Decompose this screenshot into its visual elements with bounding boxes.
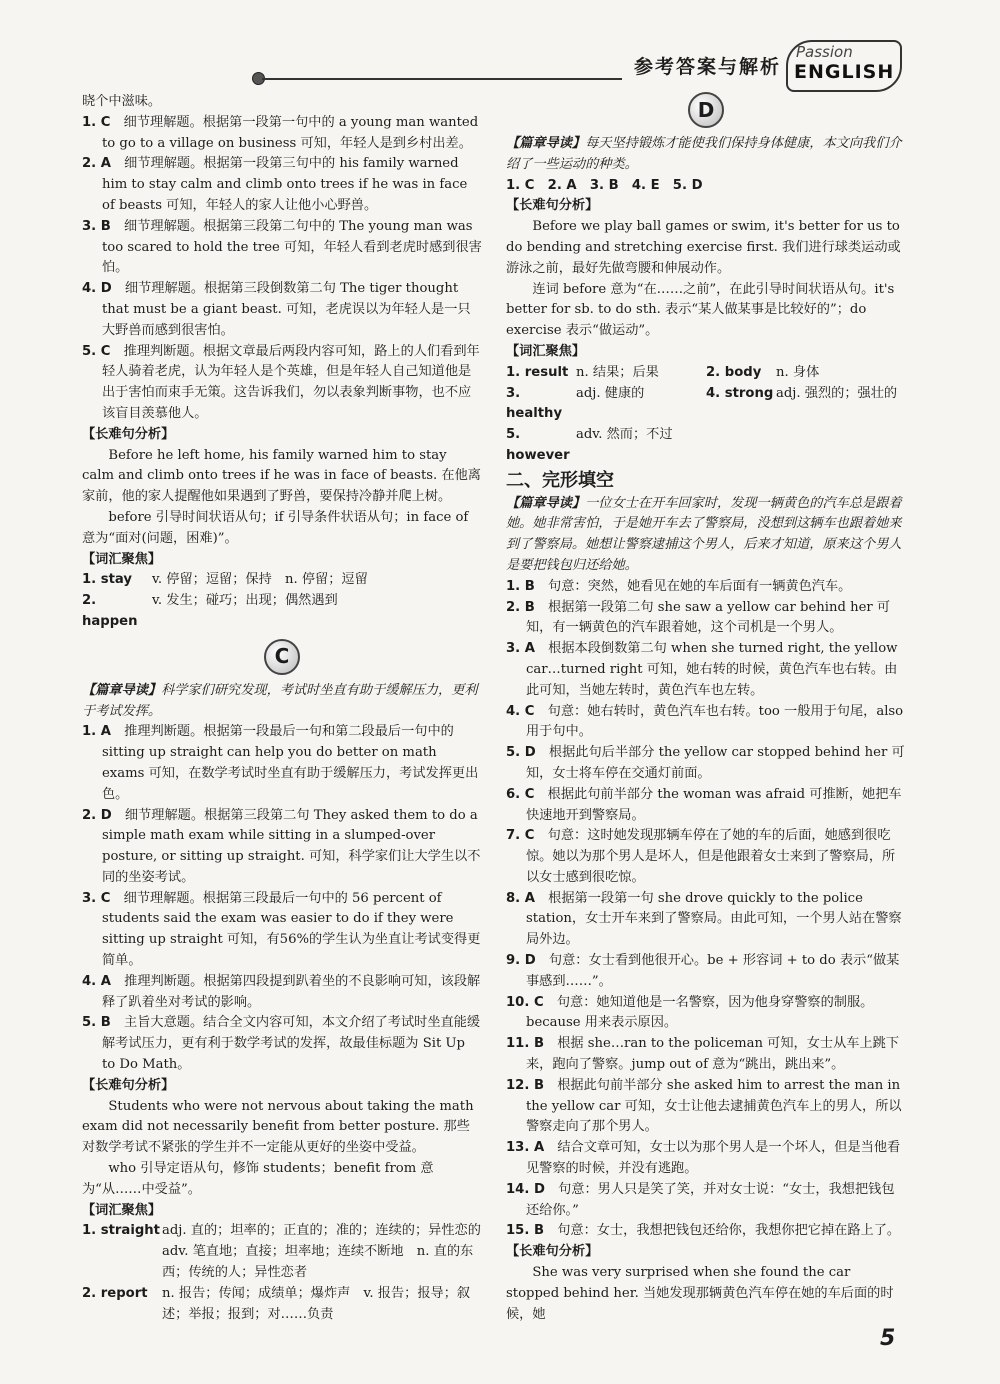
answer-item: 3. A 根据本段倒数第二句 when she turned right, the yellow car…turned right 可知，她右转的时候，黄色汽车也右转。由此可知，当她左转时，黄色汽车也左转。 xyxy=(506,641,898,698)
vocab-item: 1. straight adj. 直的；坦率的；正直的；准的；连续的；异性恋的 adv. 笔直地；直接；坦率地；连续不断地 n. 直的东西；传统的人；异性恋者 xyxy=(82,1223,495,1281)
answer-item: 2. D 细节理解题。根据第三段第二句 They asked them to do a simple math exam while sitting in a slumped-over posture, or sitting up straight. 可知，科学家们让大学生以不同的坐姿考试。 xyxy=(82,807,481,885)
continuation-text: 晓个中滋味。 xyxy=(82,94,162,109)
vocab-item: 5. however adv. 然而；不过 xyxy=(506,427,673,463)
right-column xyxy=(506,92,906,1325)
brand-logo xyxy=(786,40,902,92)
answer-item: 13. A 结合文章可知，女士以为那个男人是一个坏人，但是当他看见警察的时候，并没有逃跑。 xyxy=(506,1140,901,1177)
section-heading-cloze: 二、完形填空 xyxy=(506,469,614,491)
long-sentence-text: Before we play ball games or swim, it's better for us to do bending and stretching exercise first. 我们进行球类运动或游泳之前，最好先做弯腰和伸展动作。 xyxy=(506,219,901,276)
vocab-item: 2. report n. 报告；传闻；成绩单；爆炸声 v. 报告；报导；叙述；举报；报到；对……负责 xyxy=(82,1285,471,1322)
section-badge-d: D xyxy=(688,92,724,128)
header-rule xyxy=(262,78,622,80)
long-sentence-label: 【长难句分析】 xyxy=(506,198,599,214)
answer-item: 4. D 细节理解题。根据第三段倒数第二句 The tiger thought that must be a giant beast. 可知，老虎误以为年轻人是一只大野兽而感到很害怕。 xyxy=(82,281,471,338)
vocab-item: 4. strong adj. 强烈的；强壮的 xyxy=(706,385,898,401)
answer-item: 10. C 句意：她知道他是一名警察，因为他身穿警察的制服。because 用来表示原因。 xyxy=(506,994,874,1031)
answer-item: 5. D 根据此句后半部分 the yellow car stopped behind her 可知，女士将车停在交通灯前面。 xyxy=(506,745,905,781)
answer-item: 15. B 句意：女士，我想把钱包还给你，我想你把它掉在路上了。 xyxy=(506,1223,901,1239)
vocab-row xyxy=(506,363,906,384)
long-sentence-note: before 引导时间状语从句；if 引导条件状语从句；in face of 意为“面对(问题，困难)”。 xyxy=(82,509,469,546)
vocab-label: 【词汇聚焦】 xyxy=(82,551,162,567)
answer-item: 3. C 细节理解题。根据第三段最后一句中的 56 percent of students said the exam was easier to do if they were sitting up straight 可知，有56%的学生认为坐直让考试变得更简单。 xyxy=(82,890,481,969)
section-d-answers: 1. C 2. A 3. B 4. E 5. D xyxy=(506,177,703,193)
page-header xyxy=(0,0,1000,100)
logo-text-bottom: ENGLISH xyxy=(794,61,895,83)
answer-item: 4. C 句意：她右转时，黄色汽车也右转。too 一般用于句尾，also 用于句中。 xyxy=(506,703,904,740)
answer-item: 8. A 根据第一段第一句 she drove quickly to the police station，女士开车来到了警察局。由此可知，一个男人站在警察局外边。 xyxy=(506,890,902,948)
long-sentence-text: She was very surprised when she found the car stopped behind her. 当她发现那辆黄色汽车停在她的车后面的时候，她 xyxy=(506,1265,894,1322)
answer-item: 1. A 推理判断题。根据第一段最后一句和第二段最后一句中的 sitting up straight can help you do better on math exams 可知，在数学考试时坐直有助于缓解压力，考试发挥更出色。 xyxy=(82,724,479,802)
section-two-answers xyxy=(506,577,906,1243)
answer-item: 7. C 句意：这时她发现那辆车停在了她的车的后面，她感到很吃惊。她以为那个男人是坏人，但是他跟着女士来到了警察局，所以女士感到很吃惊。 xyxy=(506,828,896,885)
answer-item: 12. B 根据此句前半部分 she asked him to arrest the man in the yellow car 可知，女士让他去逮捕黄色汽车上的男人，所以警察走向了那个男人。 xyxy=(506,1077,902,1135)
long-sentence-text: Before he left home, his family warned him to stay calm and climb onto trees if he was in face of beasts. 在他离家前，他的家人提醒他如果遇到了野兽，要保持冷静并爬上树。 xyxy=(82,447,481,505)
answer-item: 6. C 根据此句前半部分 the woman was afraid 可推断，她把车快速地开到警察局。 xyxy=(506,786,902,823)
answer-item: 2. A 细节理解题。根据第一段第三句中的 his family warned him to stay calm and climb onto trees if he was in face of beasts 可知，年轻人的家人让他小心野兽。 xyxy=(82,156,468,213)
answer-item: 4. A 推理判断题。根据第四段提到趴着坐的不良影响可知，该段解释了趴着坐对考试的影响。 xyxy=(82,973,481,1010)
section-c-intro: 【篇章导读】科学家们研究发现，考试时坐直有助于缓解压力，更利于考试发挥。 xyxy=(82,682,478,719)
section-two-intro: 【篇章导读】一位女士在开车回家时，发现一辆黄色的汽车总是跟着她。她非常害怕，于是她开车去了警察局，没想到这辆车也跟着她来到了警察局。她想让警察逮捕这个男人，后来才知道，原来这个男人是要把钱包归还给她。 xyxy=(506,495,902,573)
vocab-item: 1. stay v. 停留；逗留；保持 n. 停留；逗留 xyxy=(82,572,368,588)
section-c-answers xyxy=(82,722,482,1076)
answer-item: 9. D 句意：女士看到他很开心。be + 形容词 + to do 表示“做某事感到……”。 xyxy=(506,953,900,989)
vocab-item: 2. body n. 身体 xyxy=(706,364,820,380)
answer-item: 3. B 细节理解题。根据第三段第二句中的 The young man was too scared to hold the tree 可知，年轻人看到老虎时感到很害怕。 xyxy=(82,218,482,276)
answer-item: 11. B 根据 she…ran to the policeman 可知，女士从车上跳下来，跑向了警察。jump out of 意为“跳出，跳出来”。 xyxy=(506,1036,900,1073)
answer-item: 14. D 句意：男人只是笑了笑，并对女士说：“女士，我想把钱包还给你。” xyxy=(506,1181,895,1218)
answer-item: 5. C 推理判断题。根据文章最后两段内容可知，路上的人们看到年轻人骑着老虎，认为年轻人是个英雄，但是年轻人自己知道他是出于害怕而束手无策。这告诉我们，勿以表象判断事物，也不应该盲目羡慕他人。 xyxy=(82,343,480,421)
vocab-label: 【词汇聚焦】 xyxy=(82,1202,162,1218)
vocab-label: 【词汇聚焦】 xyxy=(506,343,586,359)
long-sentence-text: Students who were not nervous about taking the math exam did not necessarily benefit from better posture. 那些对数学考试不紧张的学生并不一定能从更好的坐姿中受益。 xyxy=(82,1098,474,1156)
vocab-item: 2. happen v. 发生；碰巧；出现；偶然遇到 xyxy=(82,593,338,629)
left-column xyxy=(82,92,495,1325)
vocab-item: 3. healthy adj. 健康的 xyxy=(506,385,645,422)
vocab-item: 1. result n. 结果；后果 xyxy=(506,364,659,380)
section-b-answers xyxy=(82,113,482,425)
page-number: 5 xyxy=(880,1326,896,1351)
long-sentence-label: 【长难句分析】 xyxy=(82,426,175,442)
answer-item: 1. B 句意：突然，她看见在她的车后面有一辆黄色汽车。 xyxy=(506,578,852,594)
answer-item: 1. C 细节理解题。根据第一段第一句中的 a young man wanted to go to a village on business 可知，年轻人是到乡村出差。 xyxy=(82,114,479,151)
vocab-row xyxy=(506,384,906,426)
section-badge-c: C xyxy=(264,639,300,675)
long-sentence-note: 连词 before 意为“在……之前”，在此引导时间状语从句。it's better for sb. to do sth. 表示“某人做某事是比较好的”；do exercise 表示“做运动”。 xyxy=(506,281,895,339)
long-sentence-label: 【长难句分析】 xyxy=(82,1077,175,1093)
answer-item: 2. B 根据第一段第二句 she saw a yellow car behind her 可知，有一辆黄色的汽车跟着她，这个司机是一个男人。 xyxy=(506,599,891,636)
answer-item: 5. B 主旨大意题。结合全文内容可知，本文介绍了考试时坐直能缓解考试压力，更有利于数学考试的发挥，故最佳标题为 Sit Up to Do Math。 xyxy=(82,1015,481,1073)
long-sentence-note: who 引导定语从句，修饰 students；benefit from 意为“从……中受益”。 xyxy=(82,1161,434,1197)
logo-text-top: Passion xyxy=(796,43,853,61)
long-sentence-label: 【长难句分析】 xyxy=(506,1244,599,1260)
section-d-intro: 【篇章导读】每天坚持锻炼才能使我们保持身体健康，本文向我们介绍了一些运动的种类。 xyxy=(506,136,902,172)
header-title: 参考答案与解析 xyxy=(634,56,782,78)
